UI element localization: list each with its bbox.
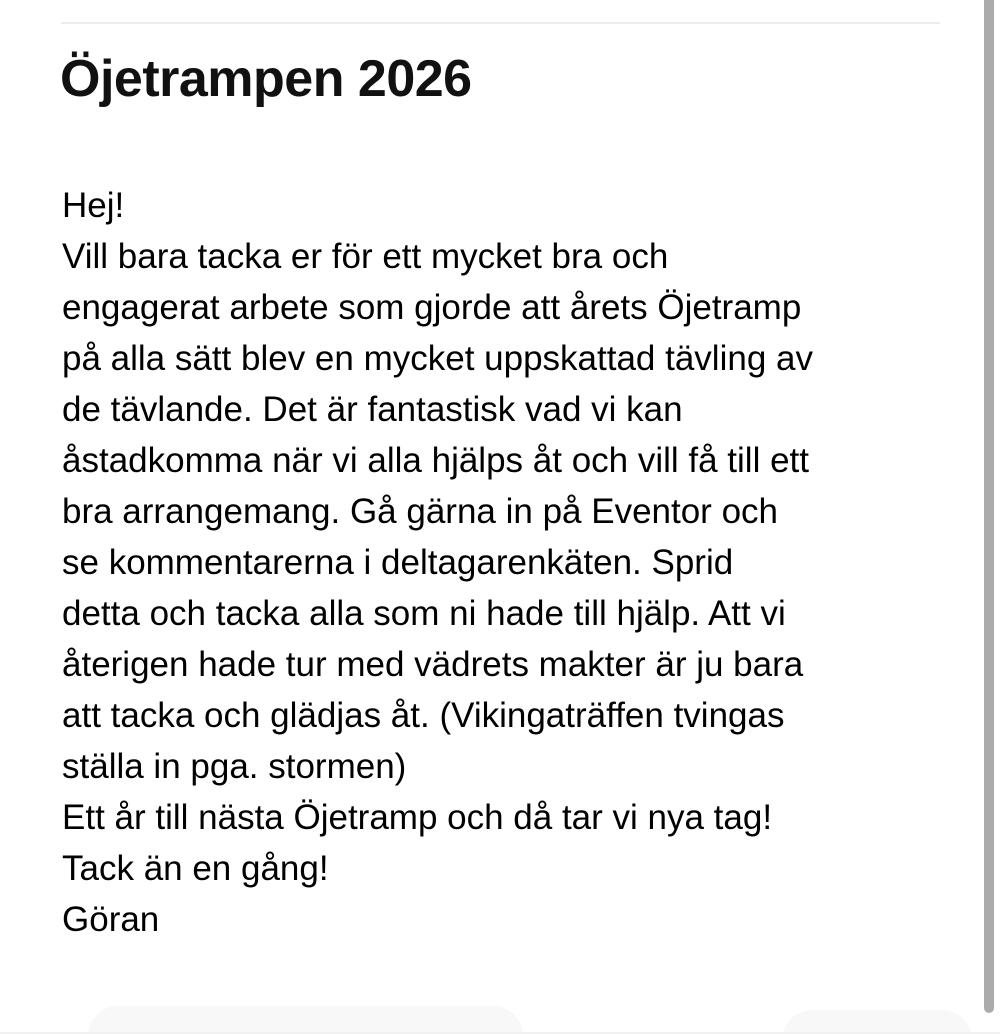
body-line: återigen hade tur med vädrets makter är ju bara [62,645,804,684]
body-line: detta och tacka alla som ni hade till hjälp. Att vi [62,594,786,633]
body-line: ställa in pga. stormen) [62,747,407,786]
body-line: på alla sätt blev en mycket uppskattad tävling av [62,339,813,378]
body-line: de tävlande. Det är fantastisk vad vi kan [62,390,683,429]
body-line: Hej! [62,186,125,225]
page-title: Öjetrampen 2026 [60,50,472,108]
message-body [62,180,962,945]
scrollbar-thumb[interactable] [984,0,994,1013]
body-line: se kommentarerna i deltagarenkäten. Sprid [62,543,734,582]
body-line: Tack än en gång! [62,849,329,888]
body-line: engagerat arbete som gjorde att årets Öjetramp [62,288,802,327]
top-separator [61,22,940,24]
bottom-button-shadow-right [782,1010,972,1034]
body-line: bra arrangemang. Gå gärna in på Eventor och [62,492,778,531]
body-line: att tacka och glädjas åt. (Vikingaträffen tvingas [62,696,785,735]
body-line: Göran [62,900,160,939]
body-line: Vill bara tacka er för ett mycket bra och [62,237,669,276]
body-line: åstadkomma när vi alla hjälps åt och vill få till ett [62,441,809,480]
bottom-button-shadow-left [88,1006,523,1034]
body-line: Ett år till nästa Öjetramp och då tar vi nya tag! [62,798,773,837]
